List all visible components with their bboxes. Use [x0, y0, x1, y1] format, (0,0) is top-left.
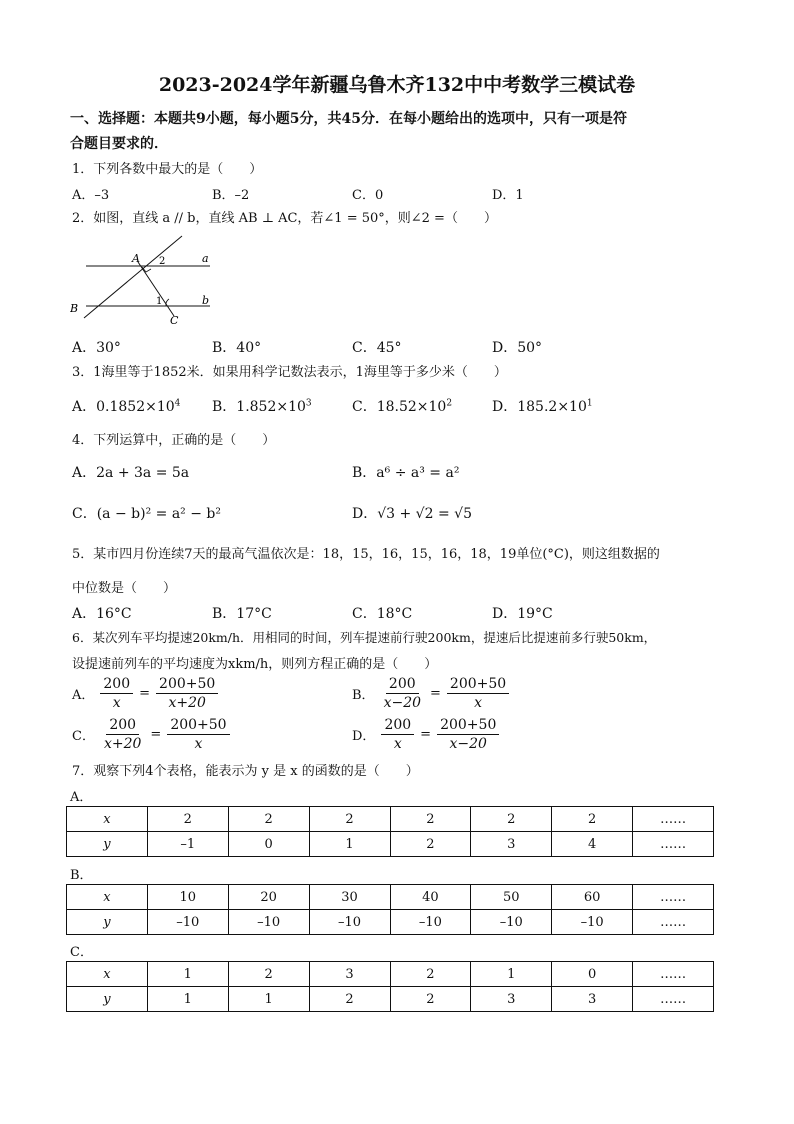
table-row-y	[67, 910, 714, 935]
table-cell: 2	[147, 807, 228, 832]
q1-option-d: D．1	[492, 188, 524, 203]
option-exponent: 3	[305, 398, 312, 409]
table-cell: 3	[471, 987, 552, 1012]
table-cell: –10	[471, 910, 552, 935]
right-fraction	[447, 675, 509, 712]
table-cell: 2	[390, 832, 471, 857]
section-heading-line1: 一、选择题：本题共9小题，每小题5分，共45分．在每小题给出的选项中，只有一项是符	[70, 111, 627, 127]
table-cell: x	[67, 807, 148, 832]
table-a-label: A．	[70, 790, 93, 805]
question-6-line2: 设提速前列车的平均速度为xkm/h，则列方程正确的是（ ）	[72, 657, 438, 672]
denominator: x	[393, 736, 402, 752]
label-angle2: 2	[159, 256, 166, 267]
q5-option-a: A．16°C	[72, 606, 132, 622]
q2-option-b: B．40°	[212, 340, 262, 356]
q6-option-b	[352, 675, 509, 712]
table-cell: 50	[471, 885, 552, 910]
table-cell: 1	[147, 987, 228, 1012]
numerator: 200+50	[437, 716, 499, 735]
option-base: 18.52×10	[376, 399, 447, 415]
right-fraction	[167, 716, 229, 753]
table-cell: 3	[309, 962, 390, 987]
table-cell: 20	[228, 885, 309, 910]
q5-option-c: C．18°C	[352, 606, 413, 622]
table-cell: 2	[228, 962, 309, 987]
option-letter: A．	[72, 688, 95, 703]
numerator: 200+50	[447, 675, 509, 694]
table-row-x	[67, 962, 714, 987]
table-cell: 30	[309, 885, 390, 910]
table-cell: 2	[552, 807, 633, 832]
equals-sign: =	[150, 727, 162, 742]
table-cell: ……	[633, 910, 714, 935]
table-cell: y	[67, 910, 148, 935]
table-cell: 1	[147, 962, 228, 987]
option-exponent: 2	[446, 398, 453, 409]
question-2-text: 2．如图，直线 a // b，直线 AB ⊥ AC，若∠1 = 50°，则∠2 =（ ）	[72, 211, 497, 226]
option-letter: C．	[352, 399, 377, 415]
left-fraction	[101, 716, 144, 753]
q1-option-a: A．–3	[72, 188, 110, 203]
denominator: x+20	[168, 695, 206, 711]
table-c-label: C．	[70, 945, 93, 960]
option-base: 1.852×10	[236, 399, 306, 415]
table-cell: 3	[471, 832, 552, 857]
left-fraction	[100, 675, 133, 712]
q3-option-d	[492, 396, 593, 416]
label-a: a	[202, 252, 209, 265]
table-b-label: B．	[70, 868, 93, 883]
table-cell: 2	[390, 987, 471, 1012]
q6-option-d	[352, 716, 499, 753]
section-heading-line2: 合题目要求的．	[70, 136, 168, 152]
page-title: 2023-2024学年新疆乌鲁木齐132中中考数学三模试卷	[158, 74, 636, 96]
table-cell: 2	[471, 807, 552, 832]
option-letter: B．	[352, 688, 375, 703]
table-cell: ……	[633, 987, 714, 1012]
question-5-line2: 中位数是（ ）	[72, 581, 177, 596]
q1-option-c: C．0	[352, 188, 384, 203]
option-letter: A．	[72, 399, 97, 415]
question-5-line1: 5．某市四月份连续7天的最高气温依次是：18，15，16，15，16，18，19单位(°C)，则这组数据的	[72, 547, 660, 562]
label-A: A	[132, 252, 140, 265]
option-base: 185.2×10	[517, 399, 587, 415]
label-angle1: 1	[156, 296, 163, 307]
q4-option-d: D．√3 + √2 = √5	[352, 506, 472, 522]
question-6-line1: 6．某次列车平均提速20km/h．用相同的时间，列车提速前行驶200km，提速后比提速前多行驶50km，	[72, 630, 657, 645]
table-cell: 40	[390, 885, 471, 910]
label-B: B	[70, 302, 79, 315]
equals-sign: =	[420, 727, 432, 742]
table-cell: 0	[552, 962, 633, 987]
q6-option-a	[72, 675, 218, 712]
table-a	[66, 806, 714, 857]
numerator: 200	[106, 716, 139, 735]
q3-option-c	[352, 396, 452, 416]
q4-option-b: B．a⁶ ÷ a³ = a²	[352, 465, 460, 481]
label-b: b	[202, 294, 210, 307]
table-cell: ……	[633, 807, 714, 832]
table-row-x	[67, 807, 714, 832]
table-cell: ……	[633, 885, 714, 910]
table-cell: 4	[552, 832, 633, 857]
table-row-x	[67, 885, 714, 910]
q6-option-c	[72, 716, 230, 753]
table-cell: 0	[228, 832, 309, 857]
table-cell: 2	[309, 807, 390, 832]
table-cell: 1	[309, 832, 390, 857]
q4-option-a: A．2a + 3a = 5a	[72, 465, 190, 481]
label-C: C	[170, 314, 179, 327]
table-cell: ……	[633, 832, 714, 857]
table-cell: –10	[309, 910, 390, 935]
table-cell: 60	[552, 885, 633, 910]
denominator: x	[112, 695, 121, 711]
option-base: 0.1852×10	[96, 399, 175, 415]
table-row-y	[67, 832, 714, 857]
table-cell: 1	[471, 962, 552, 987]
table-cell: –10	[228, 910, 309, 935]
table-cell: x	[67, 885, 148, 910]
table-cell: –1	[147, 832, 228, 857]
q2-option-a: A．30°	[72, 340, 121, 356]
equals-sign: =	[430, 686, 441, 701]
option-exponent: 1	[586, 398, 593, 409]
table-cell: –10	[147, 910, 228, 935]
numerator: 200+50	[156, 675, 218, 694]
left-fraction	[381, 716, 414, 753]
table-b	[66, 884, 714, 935]
table-cell: 3	[552, 987, 633, 1012]
table-row-y	[67, 987, 714, 1012]
q5-option-b: B．17°C	[212, 606, 272, 622]
equals-sign: =	[139, 686, 151, 701]
q1-option-b: B．–2	[212, 188, 250, 203]
option-letter: D．	[352, 729, 376, 744]
q3-option-a	[72, 396, 180, 416]
option-letter: C．	[72, 729, 95, 744]
q2-option-d: D．50°	[492, 340, 543, 356]
right-fraction	[156, 675, 218, 712]
q2-option-c: C．45°	[352, 340, 402, 356]
table-cell: y	[67, 832, 148, 857]
denominator: x	[474, 695, 483, 711]
table-cell: 2	[228, 807, 309, 832]
question-4-text: 4．下列运算中，正确的是（ ）	[72, 433, 276, 448]
table-cell: 2	[390, 962, 471, 987]
option-exponent: 4	[174, 398, 181, 409]
q4-option-c: C．(a − b)² = a² − b²	[72, 506, 221, 522]
table-cell: y	[67, 987, 148, 1012]
table-cell: 10	[147, 885, 228, 910]
question-1-text: 1．下列各数中最大的是（ ）	[72, 162, 263, 177]
numerator: 200+50	[167, 716, 229, 735]
denominator: x−20	[449, 736, 487, 752]
option-letter: D．	[492, 399, 518, 415]
q2-geometry-figure	[70, 232, 230, 330]
numerator: 200	[381, 716, 414, 735]
numerator: 200	[386, 675, 419, 694]
table-c	[66, 961, 714, 1012]
q3-option-b	[212, 396, 312, 416]
table-cell: –10	[552, 910, 633, 935]
question-3-text: 3．1海里等于1852米．如果用科学记数法表示，1海里等于多少米（ ）	[72, 365, 507, 380]
table-cell: 1	[228, 987, 309, 1012]
table-cell: ……	[633, 962, 714, 987]
table-cell: 2	[309, 987, 390, 1012]
denominator: x	[194, 736, 203, 752]
table-cell: –10	[390, 910, 471, 935]
question-7-text: 7．观察下列4个表格，能表示为 y 是 x 的函数的是（ ）	[72, 764, 419, 779]
right-fraction	[437, 716, 499, 753]
table-cell: x	[67, 962, 148, 987]
q5-option-d: D．19°C	[492, 606, 553, 622]
denominator: x−20	[383, 695, 422, 711]
option-letter: B．	[212, 399, 237, 415]
table-cell: 2	[390, 807, 471, 832]
numerator: 200	[100, 675, 133, 694]
denominator: x+20	[103, 736, 142, 752]
left-fraction	[381, 675, 424, 712]
